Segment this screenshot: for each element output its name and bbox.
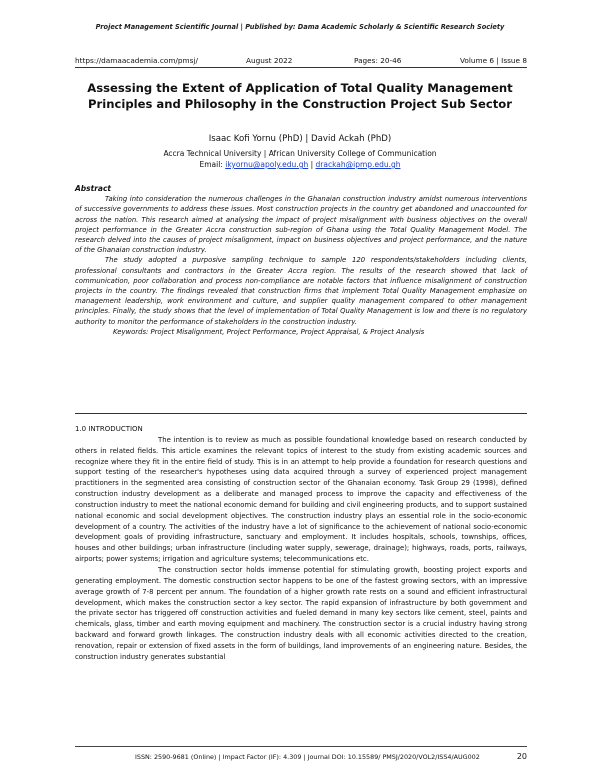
email-line xyxy=(0,160,600,169)
abstract-section xyxy=(75,184,527,337)
affiliation: Accra Technical University | African University College of Communication xyxy=(163,149,437,158)
body-paragraph-2: The construction sector holds immense potential for stimulating growth, boosting project exports and generating employment. The domestic construction sector happens to be one of the fastest growing sectors, with an impressive average growth of 7-8 percent per annum. The foundation of a higher growth rate rests on a sound and efficient infrastructural development, which makes the construction sector a key sector. The rapid expansion of infrastructure by both government and the private sector has triggered off construction activities and fueled demand in many key sectors like cement, steel, paints and chemicals, glass, timber and earth moving equipment and machinery. The construction sector is a crucial industry having strong backward and forward growth linkages. The construction industry deals with all economic activities directed to the creation, renovation, repair or extension of fixed assets in the form of buildings, land improvements of an engineering nature. Besides, the construction industry generates substantial xyxy=(75,565,527,661)
abstract-paragraph-1: Taking into consideration the numerous challenges in the Ghanaian construction industry amidst numerous interventions of successive governments to address these issues. Most construction projects in the country get abandoned and unaccounted for across the nation. This research aimed at analysing the impact of project misalignment with business objectives on the overall project performance in the Greater Accra construction sub-region of Ghana using the Total Quality Management Model. The research delved into the causes of project misalignment, impact on business objectives and project performance, and the nature of the Ghanaian construction industry. xyxy=(75,195,527,255)
publication-date: August 2022 xyxy=(246,56,293,65)
journal-url[interactable]: https://damaacademia.com/pmsj/ xyxy=(75,56,198,65)
email-link-1[interactable]: ikyornu@apoly.edu.gh xyxy=(225,160,309,169)
journal-header: Project Management Scientific Journal | Published by: Dama Academic Scholarly & Scientific Research Society xyxy=(95,23,505,31)
abstract-divider xyxy=(75,413,527,414)
footer-issn: ISSN: 2590-9681 (Online) | Impact Factor (IF): 4.309 | Journal DOI: 10.15589/ PMSJ/2020/VOL2/ISS4/AUG002 xyxy=(135,753,480,761)
abstract-heading: Abstract xyxy=(75,184,112,193)
page-range: Pages: 20-46 xyxy=(354,56,402,65)
page-footer xyxy=(75,753,527,763)
meta-row xyxy=(75,56,527,66)
authors: Isaac Kofi Yornu (PhD) | David Ackah (PhD) xyxy=(208,134,392,144)
page-number: 20 xyxy=(516,752,527,761)
email-label: Email: xyxy=(199,160,223,169)
header-divider xyxy=(75,67,527,68)
body-paragraph-1: The intention is to review as much as possible foundational knowledge based on research conducted by others in related fields. This article examines the relevant topics of interest to the study from existing academic sources and recognize where they fit in the entire field of study. This is in an attempt to help provide a foundation for research questions and support testing of the researcher's hypotheses using data acquired through a survey of experienced project management practitioners in the segmented area consisting of construction sector of the Ghanaian economy. Task Group 29 (1998), defined construction industry development as a deliberate and managed process to improve the capacity and effectiveness of the construction industry to meet the national economic demand for building and civil engineering products, and to support sustained national economic and social development objectives. The construction industry plays an essential role in the socio-economic development of a country. The activities of the industry have a lot of significance to the achievement of national socio-economic development goals of providing infrastructure, sanctuary and employment. It includes hospitals, schools, townships, offices, houses and other buildings; urban infrastructure (including water supply, sewerage, drainage); highways, roads, ports, railways, airports; power systems; irrigation and agriculture systems; telecommunications etc. xyxy=(75,435,527,564)
volume-issue: Volume 6 | Issue 8 xyxy=(459,56,527,65)
section-heading-introduction: 1.0 INTRODUCTION xyxy=(75,425,143,433)
body-section xyxy=(75,424,527,663)
abstract-keywords: Keywords: Project Misalignment, Project Performance, Project Appraisal, & Project Analysis xyxy=(113,327,425,336)
abstract-paragraph-2: The study adopted a purposive sampling technique to sample 120 respondents/stakeholders including clients, professional consultants and contractors in the Greater Accra region. The results of the research showed that lack of communication, poor collaboration and process non-compliance are notable factors that influence misalignment of construction projects in the country. The findings revealed that construction firms that implement Total Quality Management emphasize on management leadership, work environment and culture, and supplier quality management compared to other management principles. Finally, the study shows that the level of implementation of Total Quality Management is low and there is no regulatory authority to monitor the performance of stakeholders in the construction industry. xyxy=(75,256,527,326)
paper-title: Assessing the Extent of Application of Total Quality Management Principles and Philosophy in the Construction Project Sub Sector xyxy=(87,81,513,111)
email-separator: | xyxy=(310,160,314,169)
email-link-2[interactable]: drackah@ipmp.edu.gh xyxy=(315,160,401,169)
footer-divider xyxy=(75,746,527,747)
